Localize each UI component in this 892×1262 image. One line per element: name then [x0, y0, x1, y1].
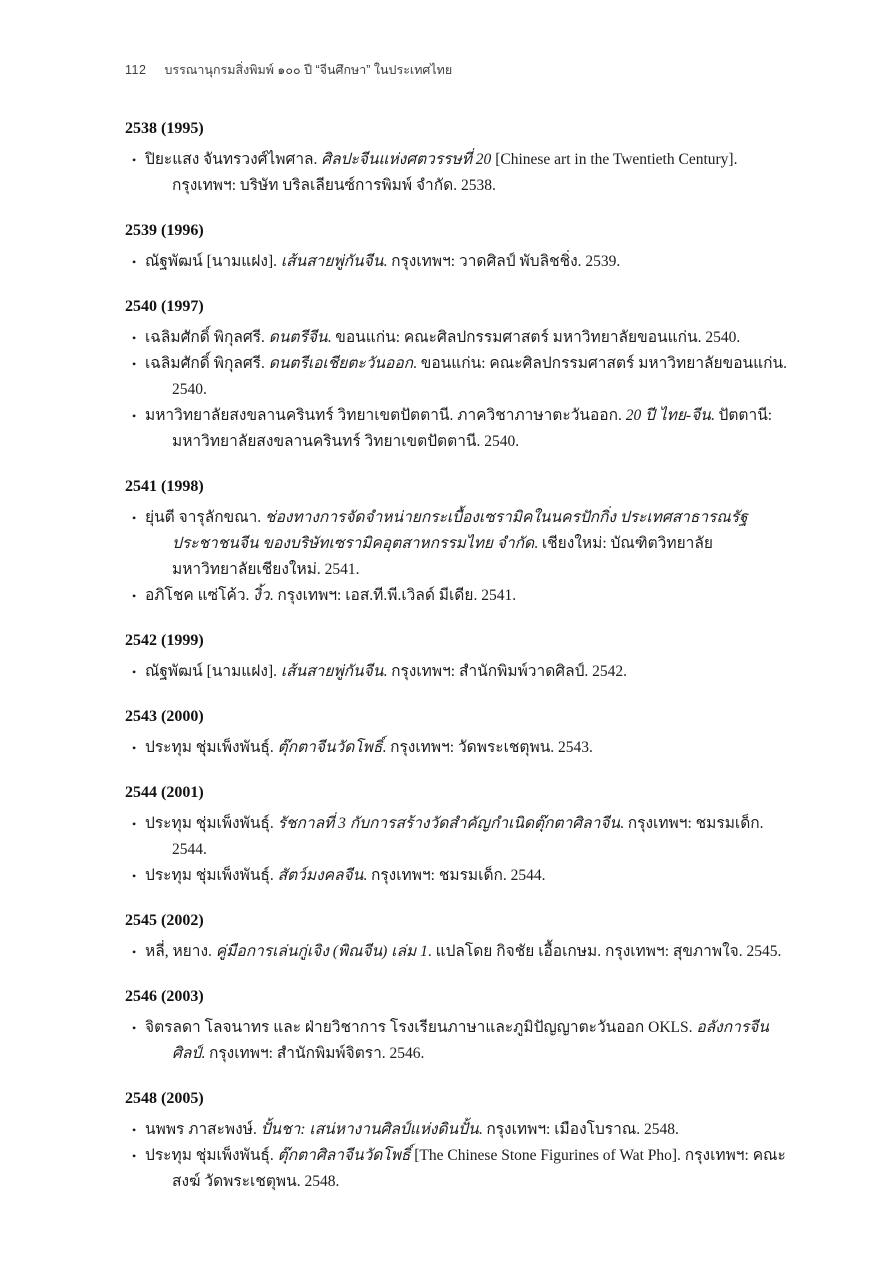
entry-text-segment: จิตรลดา โลจนาทร และ ฝ่ายวิชาการ โรงเรียนภาษาและภูมิปัญญาตะวันออก OKLS. [145, 1019, 697, 1036]
bibliography-entry [125, 325, 793, 351]
entry-text-segment: ประทุม ชุ่มเพ็งพันธุ์. [145, 1147, 278, 1164]
bibliography-entry [125, 735, 793, 761]
bibliography-section [125, 1089, 793, 1195]
bibliography-section [125, 987, 793, 1067]
bibliography-entry [125, 351, 793, 403]
entry-text-segment: [Chinese art in the Twentieth Century]. กรุงเทพฯ: บริษัท บริลเลียนซ์การพิมพ์ จำกัด. 2538. [172, 151, 738, 194]
bibliography-entry [125, 583, 793, 609]
section-year-heading: 2540 (1997) [125, 298, 204, 315]
entry-text-segment: . กรุงเทพฯ: เมืองโบราณ. 2548. [478, 1121, 679, 1138]
bullet-marker: • [132, 331, 137, 345]
entry-text-segment: . กรุงเทพฯ: สำนักพิมพ์จิตรา. 2546. [201, 1045, 425, 1062]
entry-text-segment: . กรุงเทพฯ: เอส.ที.พี.เวิลด์ มีเดีย. 2541. [269, 587, 517, 604]
entry-text-segment: . กรุงเทพฯ: สำนักพิมพ์วาดศิลป์. 2542. [383, 663, 628, 680]
bibliography-entry [125, 939, 793, 965]
bibliography-section [125, 631, 793, 685]
page-number: 112 [125, 63, 147, 77]
bullet-marker: • [132, 1021, 137, 1035]
entry-text-segment: คู่มือการเล่นกู่เจิง (พิณจีน) เล่ม 1 [215, 943, 428, 960]
entry-text-segment: ดนตรีจีน [268, 329, 328, 346]
bullet-marker: • [132, 255, 137, 269]
entry-text-segment: . ปัตตานี: มหาวิทยาลัยสงขลานครินทร์ วิทยาเขตปัตตานี. 2540. [172, 407, 773, 450]
entry-text-segment: 20 ปี ไทย-จีน [625, 407, 711, 424]
bibliography-entry [125, 811, 793, 863]
entry-text-segment: ตุ๊กตาจีนวัดโพธิ์ [277, 739, 383, 756]
entry-text-segment: หลี่, หยาง. [145, 943, 216, 960]
bibliography-entry [125, 1015, 793, 1067]
bullet-marker: • [132, 741, 137, 755]
entry-text-segment: ยุ่นตี จารุลักขณา. [145, 509, 266, 526]
bullet-marker: • [132, 945, 137, 959]
bibliography-section [125, 297, 793, 455]
entry-text-segment: ประทุม ชุ่มเพ็งพันธุ์. [145, 815, 278, 832]
bullet-marker: • [132, 817, 137, 831]
section-year-heading: 2544 (2001) [125, 784, 204, 801]
entry-text-segment: . แปลโดย กิจชัย เอื้อเกษม. กรุงเทพฯ: สุขภาพใจ. 2545. [427, 943, 782, 960]
entry-text-segment: อภิโชค แซ่โค้ว. [145, 587, 254, 604]
section-year-heading: 2548 (2005) [125, 1090, 204, 1107]
section-year-heading: 2538 (1995) [125, 120, 204, 137]
bullet-marker: • [132, 409, 137, 423]
bibliography-section [125, 119, 793, 199]
bibliography-entry [125, 863, 793, 889]
running-title: บรรณานุกรมสิ่งพิมพ์ ๑๐๐ ปี “จีนศึกษา” ในประเทศไทย [164, 63, 453, 77]
bibliography-section [125, 707, 793, 761]
entry-text-segment: ศิลปะจีนแห่งศตวรรษที่ 20 [321, 151, 496, 168]
bibliography-entry [125, 147, 793, 199]
bibliography-section [125, 477, 793, 609]
entry-text-segment: ปิยะแสง จันทรวงศ์ไพศาล. [145, 151, 322, 168]
entry-text-segment: งิ้ว [253, 587, 270, 604]
bibliography-entry [125, 1143, 793, 1195]
bullet-marker: • [132, 153, 137, 167]
entry-text-segment: รัชกาลที่ 3 กับการสร้างวัดสำคัญกำเนิดตุ๊กตาศิลาจีน [277, 815, 620, 832]
entry-text-segment: อลังการจีนศิลป์ [172, 1019, 769, 1062]
bibliography [125, 119, 793, 1217]
entry-text-segment: [The Chinese Stone Figurines of Wat Pho]. กรุงเทพฯ: คณะสงฆ์ วัดพระเชตุพน. 2548. [172, 1147, 786, 1190]
bullet-marker: • [132, 1123, 137, 1137]
bullet-marker: • [132, 589, 137, 603]
entry-text-segment: ประทุม ชุ่มเพ็งพันธุ์. [145, 867, 278, 884]
section-year-heading: 2545 (2002) [125, 912, 204, 929]
entry-text-segment: . ขอนแก่น: คณะศิลปกรรมศาสตร์ มหาวิทยาลัยขอนแก่น. 2540. [172, 355, 787, 398]
section-year-heading: 2546 (2003) [125, 988, 204, 1005]
entry-text-segment: เส้นสายพู่กันจีน [280, 253, 384, 270]
entry-text-segment: . กรุงเทพฯ: ชมรมเด็ก. 2544. [172, 815, 764, 858]
entry-text-segment: นพพร ภาสะพงษ์. [145, 1121, 261, 1138]
section-year-heading: 2542 (1999) [125, 632, 204, 649]
bibliography-entry [125, 403, 793, 455]
entry-text-segment: เส้นสายพู่กันจีน [280, 663, 384, 680]
bibliography-entry [125, 249, 793, 275]
section-year-heading: 2541 (1998) [125, 478, 204, 495]
entry-text-segment: ช่องทางการจัดจำหน่ายกระเบื้องเซรามิคในนครปักกิ่ง ประเทศสาธารณรัฐประชาชนจีน ของบริษัทเซรามิคอุตสาหกรรมไทย จำกัด [172, 509, 748, 552]
bibliography-section [125, 221, 793, 275]
section-year-heading: 2543 (2000) [125, 708, 204, 725]
entry-text-segment: เฉลิมศักดิ์ พิกุลศรี. [145, 329, 269, 346]
entry-text-segment: สัตว์มงคลจีน [277, 867, 364, 884]
bibliography-entry [125, 505, 793, 583]
entry-text-segment: . กรุงเทพฯ: วัดพระเชตุพน. 2543. [382, 739, 593, 756]
entry-text-segment: ณัฐพัฒน์ [นามแฝง]. [145, 253, 281, 270]
entry-text-segment: . กรุงเทพฯ: ชมรมเด็ก. 2544. [363, 867, 546, 884]
bullet-marker: • [132, 665, 137, 679]
bibliography-section [125, 783, 793, 889]
entry-text-segment: . กรุงเทพฯ: วาดศิลป์ พับลิชชิ่ง. 2539. [383, 253, 621, 270]
entry-text-segment: ปั้นชา: เสน่หางานศิลป์แห่งดินปั้น [260, 1121, 479, 1138]
entry-text-segment: ประทุม ชุ่มเพ็งพันธุ์. [145, 739, 278, 756]
bullet-marker: • [132, 511, 137, 525]
entry-text-segment: มหาวิทยาลัยสงขลานครินทร์ วิทยาเขตปัตตานี. ภาควิชาภาษาตะวันออก. [145, 407, 626, 424]
entry-text-segment: . เชียงใหม่: บัณฑิตวิทยาลัย มหาวิทยาลัยเชียงใหม่. 2541. [172, 535, 713, 578]
section-year-heading: 2539 (1996) [125, 222, 204, 239]
bullet-marker: • [132, 357, 137, 371]
bibliography-entry [125, 659, 793, 685]
entry-text-segment: . ขอนแก่น: คณะศิลปกรรมศาสตร์ มหาวิทยาลัยขอนแก่น. 2540. [327, 329, 741, 346]
bibliography-entry [125, 1117, 793, 1143]
bullet-marker: • [132, 1149, 137, 1163]
entry-text-segment: ณัฐพัฒน์ [นามแฝง]. [145, 663, 281, 680]
bullet-marker: • [132, 869, 137, 883]
entry-text-segment: ตุ๊กตาศิลาจีนวัดโพธิ์ [277, 1147, 411, 1164]
entry-text-segment: ดนตรีเอเชียตะวันออก [268, 355, 414, 372]
bibliography-section [125, 911, 793, 965]
entry-text-segment: เฉลิมศักดิ์ พิกุลศรี. [145, 355, 269, 372]
running-header [125, 63, 452, 78]
